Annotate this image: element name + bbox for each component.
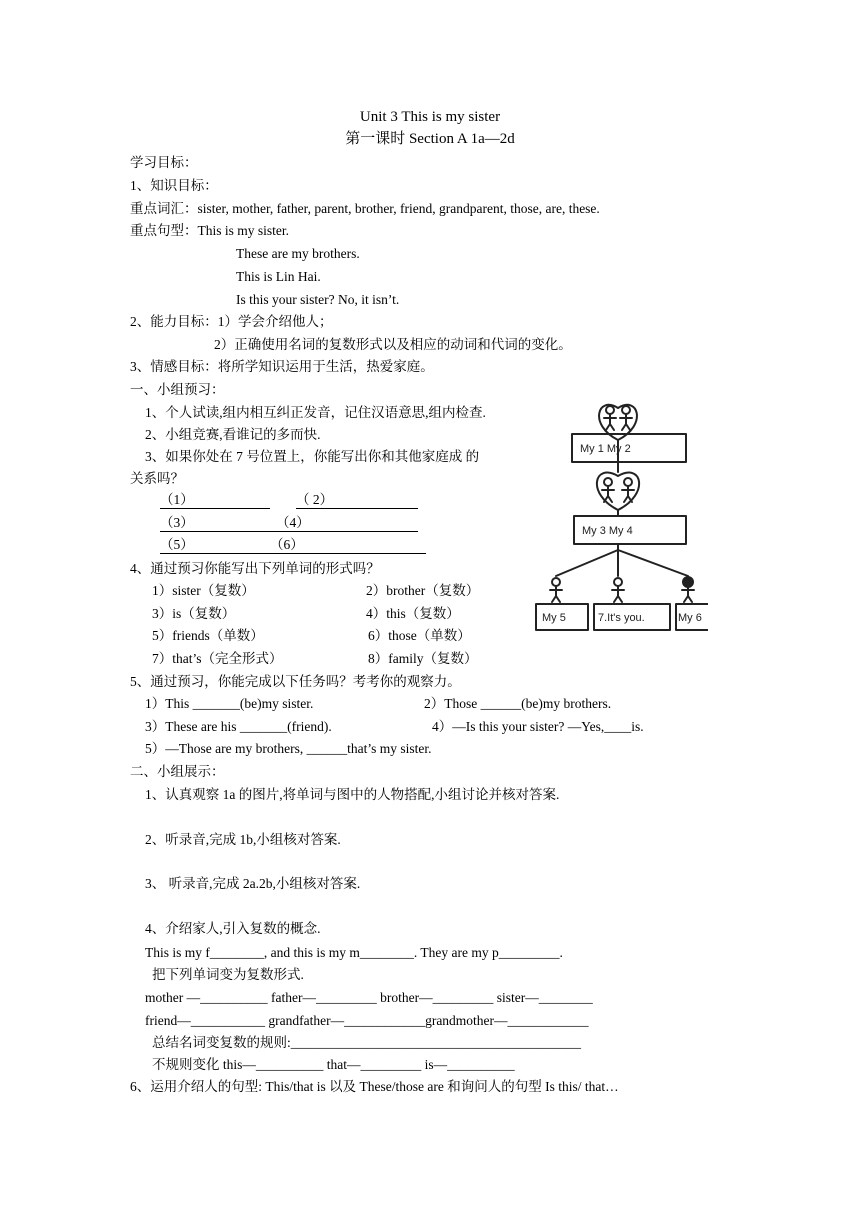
question-4: 4、通过预习你能写出下列单词的形式吗？ (130, 561, 380, 576)
tree-label-5: My 5 (542, 612, 566, 624)
tree-label-6: My 6 (678, 612, 702, 624)
exercise-3: 3）These are his _______(friend). (145, 719, 332, 734)
question-5: 5、通过预习，你能完成以下任务吗？考考你的观察力。 (130, 674, 461, 689)
plural-rule: 总结名词变复数的规则:___________________________________________ (152, 1035, 582, 1050)
preview-task-3-cont: 关系吗？ (130, 471, 184, 486)
show-step-6: 6、运用介绍人的句型: This/that is 以及 These/those are 和询问人的句型 Is this/ that… (130, 1079, 619, 1094)
plural-row: friend—___________ grandfather—____________grandmother—____________ (145, 1013, 589, 1028)
page-title: Unit 3 This is my sister (359, 109, 501, 125)
word-item: 7）that’s（完全形式） (152, 651, 283, 666)
preview-heading: 一、小组预习： (130, 382, 225, 397)
word-item: 5）friends（单数） (152, 628, 264, 643)
word-item: 2）brother（复数） (366, 583, 480, 598)
blank-3[interactable]: （3） (160, 515, 276, 532)
show-step-1: 1、认真观察 1a 的图片,将单词与图中的人物搭配,小组讨论并核对答案. (145, 787, 560, 802)
exercise-4: 4）—Is this your sister? —Yes,____is. (432, 719, 644, 734)
pattern-line: Is this your sister? No, it isn’t. (236, 292, 400, 307)
blank-4[interactable]: （4） (276, 515, 418, 532)
blank-5[interactable]: （5） (160, 537, 270, 554)
exercise-1: 1）This _______(be)my sister. (145, 696, 314, 711)
blank-2[interactable]: （ 2） (296, 492, 418, 509)
plural-row: mother —__________ father—_________ brother—_________ sister—________ (145, 990, 593, 1005)
patterns-label: 重点句型：This is my sister. (130, 223, 290, 238)
vocab-line: 重点词汇：sister, mother, father, parent, brother, friend, grandparent, those, are, these. (130, 201, 600, 216)
tree-label-1-2: My 1 My 2 (580, 443, 631, 455)
word-item: 4）this（复数） (366, 606, 460, 621)
exercise-5: 5）—Those are my brothers, ______that’s my sister. (145, 741, 432, 756)
word-item: 3）is（复数） (152, 606, 236, 621)
tree-label-3-4: My 3 My 4 (582, 525, 633, 537)
show-step-3: 3、 听录音,完成 2a.2b,小组核对答案. (145, 876, 361, 891)
preview-task-1: 1、个人试读,组内相互纠正发音，记住汉语意思,组内检查. (145, 405, 486, 420)
tree-label-7: 7.It's you. (598, 612, 645, 624)
family-sentence: This is my f________, and this is my m________. They are my p_________. (145, 945, 563, 960)
blank-1[interactable]: （1） (160, 492, 270, 509)
irregular-forms: 不规则变化 this—__________ that—_________ is—__________ (152, 1057, 515, 1072)
show-step-2: 2、听录音,完成 1b,小组核对答案. (145, 832, 341, 847)
exercise-2: 2）Those ______(be)my brothers. (424, 696, 612, 711)
ability-goal-2: 2）正确使用名词的复数形式以及相应的动词和代词的变化。 (214, 337, 572, 352)
emotion-goal: 3、情感目标：将所学知识运用于生活，热爱家庭。 (130, 359, 434, 374)
show-step-4: 4、介绍家人,引入复数的概念. (145, 921, 321, 936)
goals-heading: 学习目标： (130, 155, 198, 170)
knowledge-goal: 1、知识目标： (130, 178, 218, 193)
word-item: 1）sister（复数） (152, 583, 255, 598)
show-heading: 二、小组展示： (130, 764, 225, 779)
family-tree-drawing (528, 390, 708, 650)
word-item: 8）family（复数） (368, 651, 478, 666)
pattern-line: These are my brothers. (236, 246, 360, 261)
pattern-line: This is Lin Hai. (236, 269, 321, 284)
page-subtitle: 第一课时 Section A 1a—2d (345, 131, 515, 147)
heart-icon (597, 473, 639, 510)
plural-hint: 把下列单词变为复数形式. (152, 967, 304, 982)
ability-goal: 2、能力目标：1）学会介绍他人； (130, 314, 333, 329)
preview-task-3: 3、如果你处在 7 号位置上，你能写出你和其他家庭成 的 (145, 449, 480, 464)
preview-task-2: 2、小组竞赛,看谁记的多而快. (145, 427, 321, 442)
blank-6[interactable]: （6） (270, 537, 426, 554)
word-item: 6）those（单数） (368, 628, 471, 643)
